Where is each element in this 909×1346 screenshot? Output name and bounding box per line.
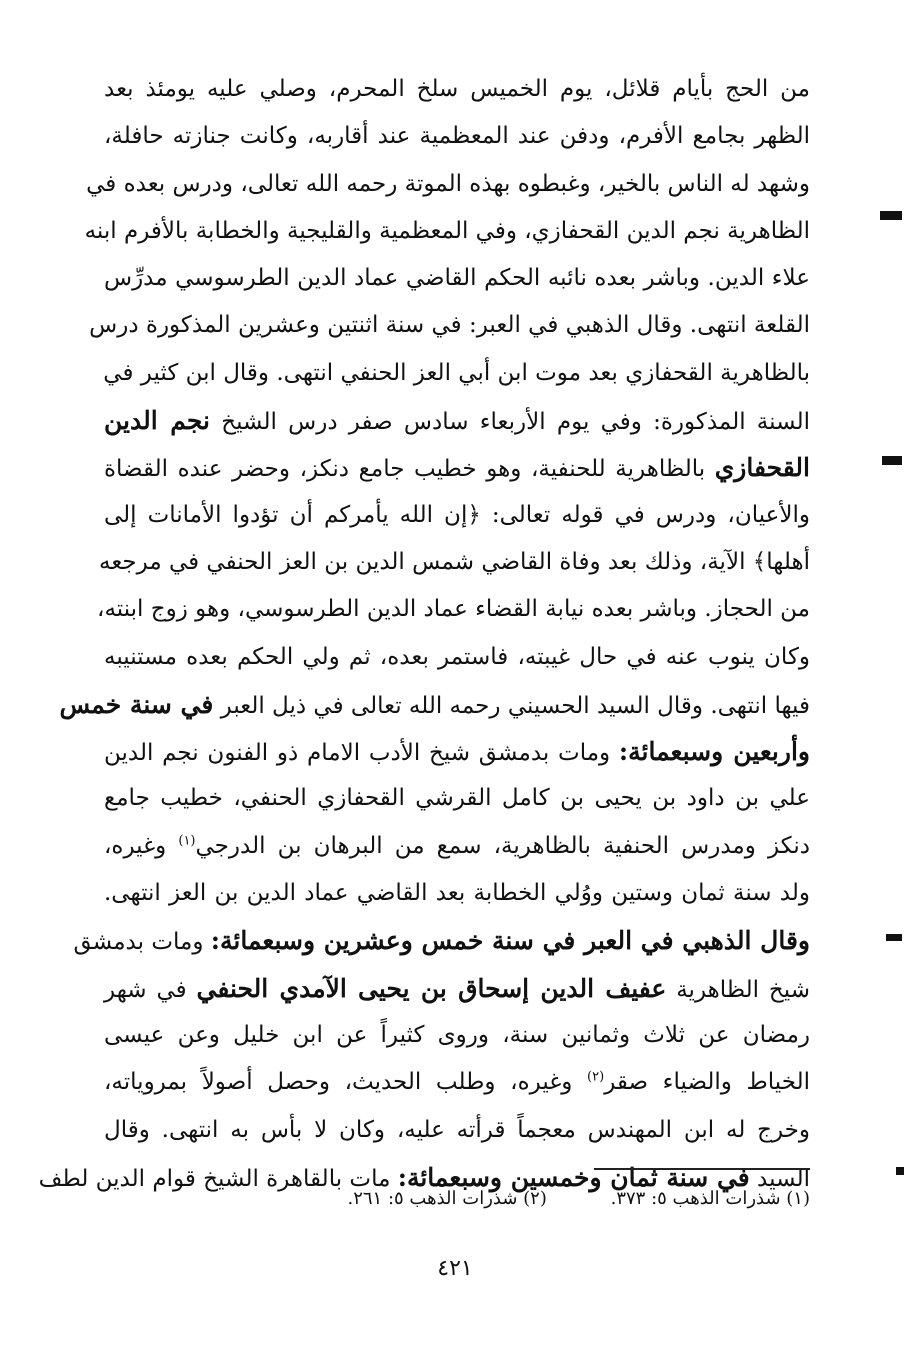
scan-mark	[882, 456, 902, 465]
text-line: القحفازي بالظاهرية للحنفية، وهو خطيب جامع دنكز، وحضر عنده القضاة	[104, 453, 810, 483]
text-line: أهلها﴾ الآية، وذلك بعد وفاة القاضي شمس الدين بن العز الحنفي في مرجعه	[98, 548, 810, 575]
footnote-separator	[594, 1168, 810, 1170]
text-line: الخياط والضياء صقر$^{(٢)}$ وغيره، وطلب الحديث، وحصل أصولاً بمروياته،	[104, 1069, 810, 1096]
text-line: الظهر بجامع الأفرم، ودفن عند المعظمية عند أقاربه، وكانت جنازته حافلة،	[104, 123, 810, 150]
bold-year: وأربعين وسبعمائة:	[618, 737, 810, 767]
text-line: وكان ينوب عنه في حال غيبته، فاستمر بعده، ثم ولي الحكم بعده مستنيبه	[104, 643, 810, 670]
footnotes	[230, 1188, 810, 1209]
text-line: الظاهرية نجم الدين القحفازي، وفي المعظمية والقليجية والخطابة بالأفرم ابنه	[84, 217, 810, 244]
bold-name: نجم الدين	[104, 406, 211, 436]
text-line: بالظاهرية القحفازي بعد موت ابن أبي العز الحنفي انتهى. وقال ابن كثير في	[103, 359, 810, 386]
text-line: رمضان عن ثلاث وثمانين سنة، وروى كثيراً عن ابن خليل وعن عيسى	[104, 1021, 810, 1048]
text-line: وشهد له الناس بالخير، وغبطوه بهذه الموتة رحمه الله تعالى، ودرس بعده في	[86, 170, 810, 197]
bold-year: في سنة ثمان وخمسين وسبعمائة:	[397, 1162, 750, 1192]
text-line: والأعيان، ودرس في قوله تعالى: ﴿إن الله يأمركم أن تؤدوا الأمانات إلى	[104, 501, 810, 528]
text-line: دنكز ومدرس الحنفية بالظاهرية، سمع من البرهان بن الدرجي$^{(١)}$ وغيره،	[104, 832, 810, 859]
footnote-2: (٢) شذرات الذهب ٥: ٢٦١.	[347, 1188, 547, 1209]
text-line: علي بن داود بن يحيى بن كامل القرشي القحفازي الحنفي، خطيب جامع	[104, 785, 810, 812]
scan-mark	[886, 934, 902, 941]
scan-mark	[896, 1167, 904, 1175]
text-line: وأربعين وسبعمائة: ومات بدمشق شيخ الأدب الامام ذو الفنون نجم الدين	[104, 737, 810, 767]
text-line: وخرج له ابن المهندس معجماً قرأته عليه، وكان لا بأس به انتهى. وقال	[104, 1116, 810, 1143]
footnote-ref: (١)	[178, 833, 196, 849]
page-number: ٤٢١	[437, 1256, 473, 1281]
bold-year: وقال الذهبي في العبر في سنة خمس وعشرين وسبعمائة:	[210, 926, 810, 956]
text-line: ولد سنة ثمان وستين ووُلي الخطابة بعد القاضي عماد الدين بن العز انتهى.	[104, 880, 810, 907]
bold-year: في سنة خمس	[59, 689, 214, 719]
bold-name: القحفازي	[714, 453, 810, 483]
text-line: السيد في سنة ثمان وخمسين وسبعمائة: مات بالقاهرة الشيخ قوام الدين لطف	[38, 1162, 810, 1192]
body-text	[38, 66, 810, 1201]
text-line: القلعة انتهى. وقال الذهبي في العبر: في سنة اثنتين وعشرين المذكورة درس	[89, 312, 810, 339]
text-line: من الحجاز. وباشر بعده نيابة القضاء عماد الدين الطرسوسي، وهو زوج ابنته،	[97, 596, 810, 623]
scan-mark	[880, 211, 902, 220]
footnote-1: (١) شذرات الذهب ٥: ٣٧٣.	[610, 1188, 810, 1209]
text-line: وقال الذهبي في العبر في سنة خمس وعشرين وسبعمائة: ومات بدمشق	[73, 926, 810, 956]
text-line: فيها انتهى. وقال السيد الحسيني رحمه الله تعالى في ذيل العبر في سنة خمس	[59, 689, 810, 719]
text-line: السنة المذكورة: وفي يوم الأربعاء سادس صفر درس الشيخ نجم الدين	[104, 406, 810, 436]
footnote-ref: (٢)	[587, 1069, 605, 1085]
text-line: علاء الدين. وباشر بعده نائبه الحكم القاضي عماد الدين الطرسوسي مدرِّس	[104, 265, 810, 292]
text-line: من الحج بأيام قلائل، يوم الخميس سلخ المحرم، وصلي عليه يومئذ بعد	[104, 76, 810, 102]
bold-name: عفيف الدين إسحاق بن يحيى الآمدي الحنفي	[196, 973, 667, 1003]
text-line: شيخ الظاهرية عفيف الدين إسحاق بن يحيى الآمدي الحنفي في شهر	[104, 973, 810, 1003]
